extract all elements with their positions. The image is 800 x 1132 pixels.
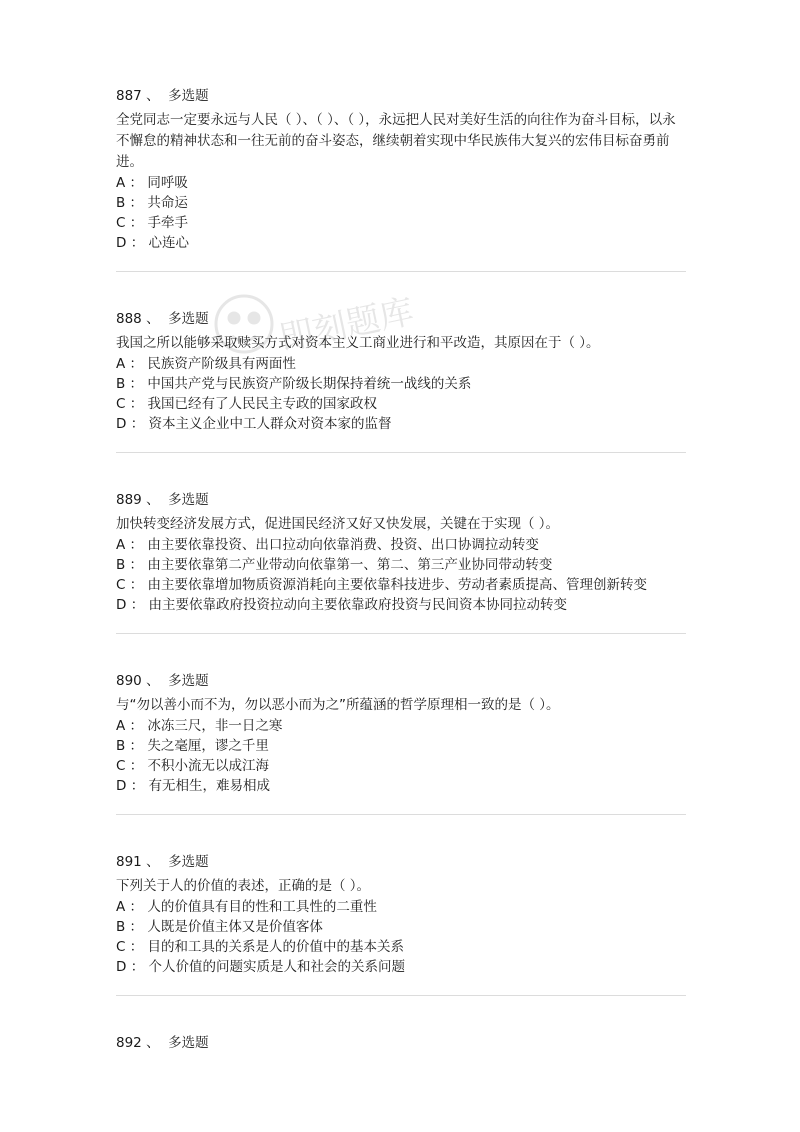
option-b: B ： 中国共产党与民族资产阶级长期保持着统一战线的关系: [116, 376, 472, 392]
option-b: B ： 人既是价值主体又是价值客体: [116, 919, 323, 935]
question-type: 多选题: [168, 492, 209, 508]
option-letter: D: [116, 959, 127, 975]
option-text: 由主要依靠增加物质资源消耗向主要依靠科技进步、劳动者素质提高、管理创新转变: [147, 577, 648, 593]
question-header: [116, 852, 686, 873]
option-letter: D: [116, 778, 127, 794]
option-letter: C: [116, 215, 126, 231]
option-text: 目的和工具的关系是人的价值中的基本关系: [147, 939, 405, 955]
question-list: [116, 86, 686, 1057]
option-c: C ： 由主要依靠增加物质资源消耗向主要依靠科技进步、劳动者素质提高、管理创新转变: [116, 577, 648, 593]
question-number: 889: [116, 492, 142, 508]
option-a: A ： 人的价值具有目的性和工具性的二重性: [116, 899, 377, 915]
question-type: 多选题: [168, 673, 209, 689]
option-d: D ： 心连心: [116, 235, 189, 251]
question-number: 891: [116, 854, 142, 870]
option-text: 由主要依靠投资、出口拉动向依靠消费、投资、出口协调拉动转变: [147, 537, 539, 553]
option-d: D ： 有无相生，难易相成: [116, 778, 270, 794]
option-letter: C: [116, 396, 126, 412]
option-text: 手牵手: [147, 215, 189, 231]
option-text: 人的价值具有目的性和工具性的二重性: [147, 899, 377, 915]
option-letter: C: [116, 939, 126, 955]
option-a: A ： 同呼吸: [116, 175, 188, 191]
option-letter: A: [116, 718, 126, 734]
question-header: [116, 309, 686, 330]
option-letter: B: [116, 376, 126, 392]
option-text: 资本主义企业中工人群众对资本家的监督: [148, 416, 392, 432]
option-text: 心连心: [148, 235, 189, 251]
option-a: A ： 由主要依靠投资、出口拉动向依靠消费、投资、出口协调拉动转变: [116, 537, 539, 553]
question-header: [116, 671, 686, 692]
question-stem: 下列关于人的价值的表述，正确的是（ ）。: [116, 878, 371, 894]
option-letter: B: [116, 195, 126, 211]
question-number: 888: [116, 311, 142, 327]
option-a: A ： 民族资产阶级具有两面性: [116, 356, 296, 372]
question-header: [116, 86, 686, 107]
question-stem: 我国之所以能够采取赎买方式对资本主义工商业进行和平改造，其原因在于（ ）。: [116, 335, 600, 351]
option-text: 个人价值的问题实质是人和社会的关系问题: [148, 959, 405, 975]
option-c: C ： 目的和工具的关系是人的价值中的基本关系: [116, 939, 405, 955]
option-c: C ： 我国已经有了人民民主专政的国家政权: [116, 396, 378, 412]
question-stem: 与“勿以善小而不为，勿以恶小而为之”所蕴涵的哲学原理相一致的是（ ）。: [116, 697, 560, 713]
question-number: 892: [116, 1035, 142, 1051]
question-number: 890: [116, 673, 142, 689]
question-888: [116, 309, 686, 434]
option-letter: C: [116, 577, 126, 593]
divider: [116, 271, 686, 272]
question-type: 多选题: [168, 88, 209, 104]
option-b: B ： 共命运: [116, 195, 188, 211]
question-header: [116, 490, 686, 511]
question-890: [116, 671, 686, 796]
option-text: 由主要依靠第二产业带动向依靠第一、第二、第三产业协同带动转变: [147, 557, 553, 573]
option-d: D ： 资本主义企业中工人群众对资本家的监督: [116, 416, 392, 432]
option-letter: A: [116, 899, 126, 915]
divider: [116, 814, 686, 815]
watermark-text: 即刻题库: [275, 291, 418, 360]
option-text: 我国已经有了人民民主专政的国家政权: [147, 396, 378, 412]
option-letter: A: [116, 356, 126, 372]
divider: [116, 452, 686, 453]
option-letter: B: [116, 919, 126, 935]
question-891: [116, 852, 686, 977]
option-text: 中国共产党与民族资产阶级长期保持着统一战线的关系: [147, 376, 472, 392]
option-letter: A: [116, 537, 126, 553]
option-text: 有无相生，难易相成: [148, 778, 270, 794]
option-c: C ： 手牵手: [116, 215, 189, 231]
question-separator: 、: [146, 88, 160, 104]
option-b: B ： 由主要依靠第二产业带动向依靠第一、第二、第三产业协同带动转变: [116, 557, 553, 573]
question-type: 多选题: [168, 1035, 209, 1051]
option-text: 同呼吸: [147, 175, 188, 191]
option-text: 冰冻三尺，非一日之寒: [147, 718, 283, 734]
question-type: 多选题: [168, 311, 209, 327]
option-text: 由主要依靠政府投资拉动向主要依靠政府投资与民间资本协同拉动转变: [148, 597, 567, 613]
question-stem: 加快转变经济发展方式，促进国民经济又好又快发展，关键在于实现（ ）。: [116, 516, 560, 532]
option-text: 人既是价值主体又是价值客体: [147, 919, 323, 935]
option-letter: D: [116, 235, 127, 251]
question-separator: 、: [146, 311, 160, 327]
option-a: A ： 冰冻三尺，非一日之寒: [116, 718, 283, 734]
question-889: [116, 490, 686, 615]
option-text: 不积小流无以成江海: [147, 758, 270, 774]
option-letter: D: [116, 416, 127, 432]
question-separator: 、: [146, 1035, 160, 1051]
question-stem: 全党同志一定要永远与人民（ ）、（ ）、（ ），永远把人民对美好生活的向往作为奋斗目标，以永不懈怠的精神状态和一往无前的奋斗姿态，继续朝着实现中华民族伟大复兴的宏伟目标奋勇前进。: [116, 112, 676, 170]
option-letter: B: [116, 557, 126, 573]
option-b: B ： 失之毫厘，谬之千里: [116, 738, 269, 754]
option-text: 共命运: [147, 195, 188, 211]
option-c: C ： 不积小流无以成江海: [116, 758, 270, 774]
question-892: [116, 1033, 686, 1054]
question-separator: 、: [146, 673, 160, 689]
divider: [116, 633, 686, 634]
option-letter: A: [116, 175, 126, 191]
option-d: D ： 由主要依靠政府投资拉动向主要依靠政府投资与民间资本协同拉动转变: [116, 597, 567, 613]
option-letter: D: [116, 597, 127, 613]
question-separator: 、: [146, 854, 160, 870]
option-text: 失之毫厘，谬之千里: [147, 738, 269, 754]
option-letter: B: [116, 738, 126, 754]
divider: [116, 995, 686, 996]
question-type: 多选题: [168, 854, 209, 870]
question-887: [116, 86, 686, 253]
option-d: D ： 个人价值的问题实质是人和社会的关系问题: [116, 959, 405, 975]
option-text: 民族资产阶级具有两面性: [147, 356, 296, 372]
question-number: 887: [116, 88, 142, 104]
option-letter: C: [116, 758, 126, 774]
question-separator: 、: [146, 492, 160, 508]
question-header: [116, 1033, 686, 1054]
